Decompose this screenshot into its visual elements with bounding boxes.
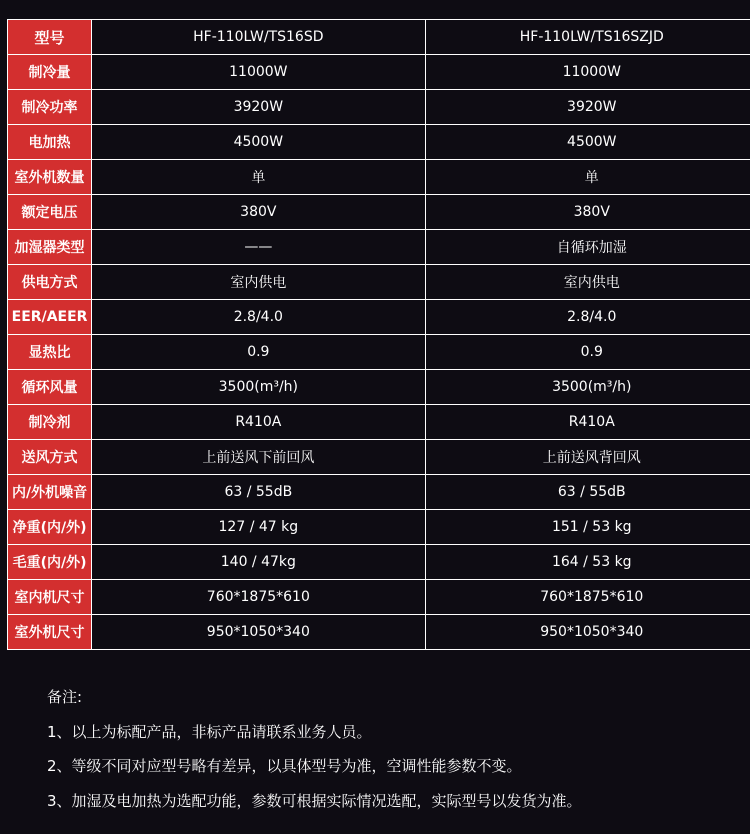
notes-title: 备注: [47, 688, 83, 706]
model-a-value: 上前送风下前回风 [92, 440, 425, 475]
table-row [8, 335, 750, 370]
note-item-2: 2、等级不同对应型号略有差异，以具体型号为准，空调性能参数不变。 [47, 757, 522, 775]
model-b-value: 950*1050*340 [425, 615, 750, 650]
model-a-value: 127 / 47 kg [92, 510, 425, 545]
note-item-3: 3、加湿及电加热为选配功能，参数可根据实际情况选配，实际型号以发货为准。 [47, 791, 582, 810]
table-row [8, 300, 750, 335]
model-b-value: 164 / 53 kg [425, 545, 750, 580]
model-b-value: 自循环加湿 [425, 230, 750, 265]
model-a-value: 4500W [92, 125, 425, 160]
model-a-value: 3920W [92, 90, 425, 125]
model-b-value: 单 [425, 160, 750, 195]
table-row [8, 580, 750, 615]
table-row [8, 55, 750, 90]
model-a-value: 2.8/4.0 [92, 300, 425, 335]
model-b-value: 3500(m³/h) [425, 370, 750, 405]
model-a-value: 63 / 55dB [92, 475, 425, 510]
table-row [8, 475, 750, 510]
model-b-value: 11000W [425, 55, 750, 90]
row-label: 制冷功率 [8, 90, 92, 125]
model-a-value: 760*1875*610 [92, 580, 425, 615]
model-b-value: 2.8/4.0 [425, 300, 750, 335]
table-row [8, 545, 750, 580]
row-label: 额定电压 [8, 195, 92, 230]
table-row [8, 405, 750, 440]
model-b-value: R410A [425, 405, 750, 440]
table-row [8, 20, 750, 55]
model-a-value: 11000W [92, 55, 425, 90]
row-label: 制冷量 [8, 55, 92, 90]
model-b-value: 上前送风背回风 [425, 440, 750, 475]
model-b-value: HF-110LW/TS16SZJD [425, 20, 750, 55]
model-a-value: 3500(m³/h) [92, 370, 425, 405]
row-label: 显热比 [8, 335, 92, 370]
model-a-value: 140 / 47kg [92, 545, 425, 580]
model-a-value: HF-110LW/TS16SD [92, 20, 425, 55]
row-label: 送风方式 [8, 440, 92, 475]
model-a-value: —— [92, 230, 425, 265]
table-row [8, 440, 750, 475]
row-label: 室内机尺寸 [8, 580, 92, 615]
spec-table-body [8, 20, 750, 650]
model-b-value: 室内供电 [425, 265, 750, 300]
model-b-value: 3920W [425, 90, 750, 125]
row-label: 室外机尺寸 [8, 615, 92, 650]
model-a-value: 单 [92, 160, 425, 195]
note-item-1: 1、以上为标配产品，非标产品请联系业务人员。 [47, 722, 372, 741]
row-label: 净重(内/外) [8, 510, 92, 545]
notes-section [47, 683, 582, 821]
row-label: 供电方式 [8, 265, 92, 300]
table-row [8, 510, 750, 545]
row-label: 型号 [8, 20, 92, 55]
model-a-value: 380V [92, 195, 425, 230]
table-row [8, 90, 750, 125]
row-label: EER/AEER [8, 300, 92, 335]
table-row [8, 125, 750, 160]
table-row [8, 265, 750, 300]
row-label: 制冷剂 [8, 405, 92, 440]
row-label: 加湿器类型 [8, 230, 92, 265]
spec-table [7, 19, 750, 650]
row-label: 室外机数量 [8, 160, 92, 195]
model-b-value: 151 / 53 kg [425, 510, 750, 545]
model-b-value: 380V [425, 195, 750, 230]
model-a-value: 950*1050*340 [92, 615, 425, 650]
table-row [8, 370, 750, 405]
model-b-value: 63 / 55dB [425, 475, 750, 510]
model-b-value: 760*1875*610 [425, 580, 750, 615]
model-a-value: 室内供电 [92, 265, 425, 300]
model-a-value: R410A [92, 405, 425, 440]
row-label: 电加热 [8, 125, 92, 160]
row-label: 循环风量 [8, 370, 92, 405]
row-label: 内/外机噪音 [8, 475, 92, 510]
model-b-value: 4500W [425, 125, 750, 160]
table-row [8, 615, 750, 650]
row-label: 毛重(内/外) [8, 545, 92, 580]
model-a-value: 0.9 [92, 335, 425, 370]
table-row [8, 195, 750, 230]
table-row [8, 160, 750, 195]
table-row [8, 230, 750, 265]
model-b-value: 0.9 [425, 335, 750, 370]
